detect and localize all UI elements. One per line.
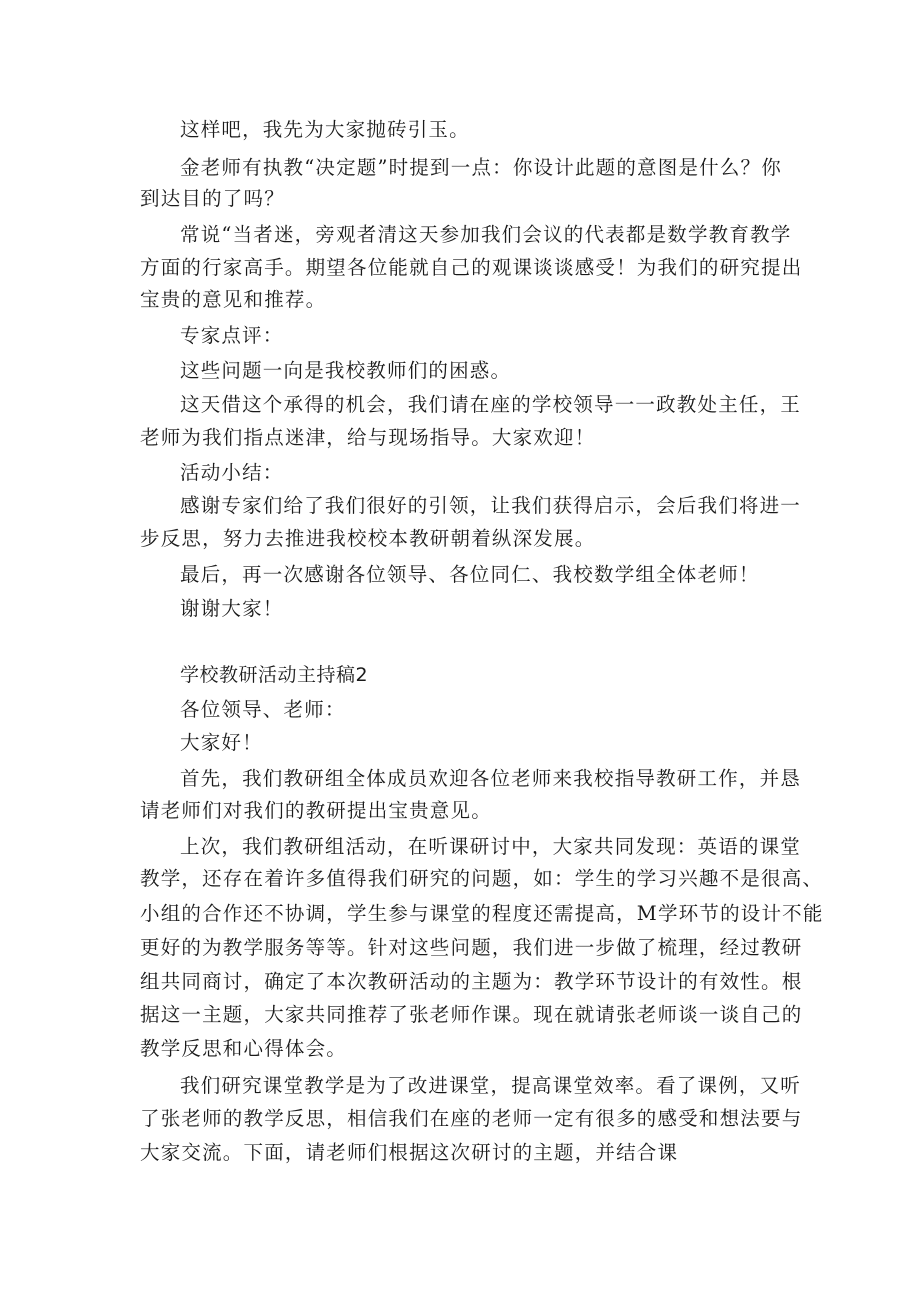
text-line: 各位领导、老师： bbox=[180, 698, 346, 721]
text-line: 组共同商讨，确定了本次教研活动的主题为：教学环节设计的有效性。根 bbox=[140, 970, 803, 993]
text-line: 大家交流。下面，请老师们根据这次研讨的主题，并结合课 bbox=[140, 1141, 679, 1164]
text-line: 常说“当者迷，旁观者清这天参加我们会议的代表都是数学教育教学 bbox=[180, 223, 792, 246]
text-line: 宝贵的意见和推荐。 bbox=[140, 288, 327, 311]
text-line: 这些问题一向是我校教师们的困惑。 bbox=[180, 359, 512, 382]
text-line: 金老师有执教“决定题”时提到一点：你设计此题的意图是什么？你 bbox=[180, 156, 782, 179]
text-line: 这样吧，我先为大家抛砖引玉。 bbox=[180, 118, 470, 141]
text-line: 老师为我们指点迷津，给与现场指导。大家欢迎！ bbox=[140, 426, 596, 449]
text-line: 最后，再一次感谢各位领导、各位同仁、我校数学组全体老师！ bbox=[180, 563, 760, 586]
text-line: 上次，我们教研组活动，在听课研讨中，大家共同发现：英语的课堂 bbox=[180, 835, 802, 858]
text-line: 谢谢大家！ bbox=[180, 597, 284, 620]
text-line: 大家好！ bbox=[180, 731, 263, 754]
text-line: 到达目的了吗？ bbox=[140, 187, 285, 210]
text-line: 教学反思和心得体会。 bbox=[140, 1037, 348, 1060]
text-line: 这天借这个承得的机会，我们请在座的学校领导一一政教处主任，王 bbox=[180, 393, 802, 416]
text-line: 我们研究课堂教学是为了改进课堂，提高课堂效率。看了课例，又听 bbox=[180, 1074, 802, 1097]
text-line: 小组的合作还不协调，学生参与课堂的程度还需提高，M学环节的设计不能 bbox=[140, 902, 824, 925]
section-label: 活动小结： bbox=[180, 461, 284, 484]
text-line: 步反思，努力去推进我校校本教研朝着纵深发展。 bbox=[140, 527, 596, 550]
text-line: 感谢专家们给了我们很好的引领，让我们获得启示，会后我们将进一 bbox=[180, 494, 802, 517]
text-line: 据这一主题，大家共同推荐了张老师作课。现在就请张老师谈一谈自己的 bbox=[140, 1003, 803, 1026]
text-line: 更好的为教学服务等等。针对这些问题，我们进一步做了梳理，经过教研 bbox=[140, 936, 803, 959]
section-label: 专家点评： bbox=[180, 324, 284, 347]
text-line: 教学，还存在着许多值得我们研究的问题，如：学生的学习兴趣不是很高、 bbox=[140, 867, 824, 890]
text-line: 首先，我们教研组全体成员欢迎各位老师来我校指导教研工作，并恳 bbox=[180, 767, 802, 790]
text-line: 请老师们对我们的教研提出宝贵意见。 bbox=[140, 799, 492, 822]
text-line: 方面的行家高手。期望各位能就自己的观课谈谈感受！为我们的研究提出 bbox=[140, 256, 803, 279]
text-line: 了张老师的教学反思，相信我们在座的老师一定有很多的感受和想法要与 bbox=[140, 1107, 803, 1130]
section-title: 学校教研活动主持稿2 bbox=[180, 664, 369, 686]
